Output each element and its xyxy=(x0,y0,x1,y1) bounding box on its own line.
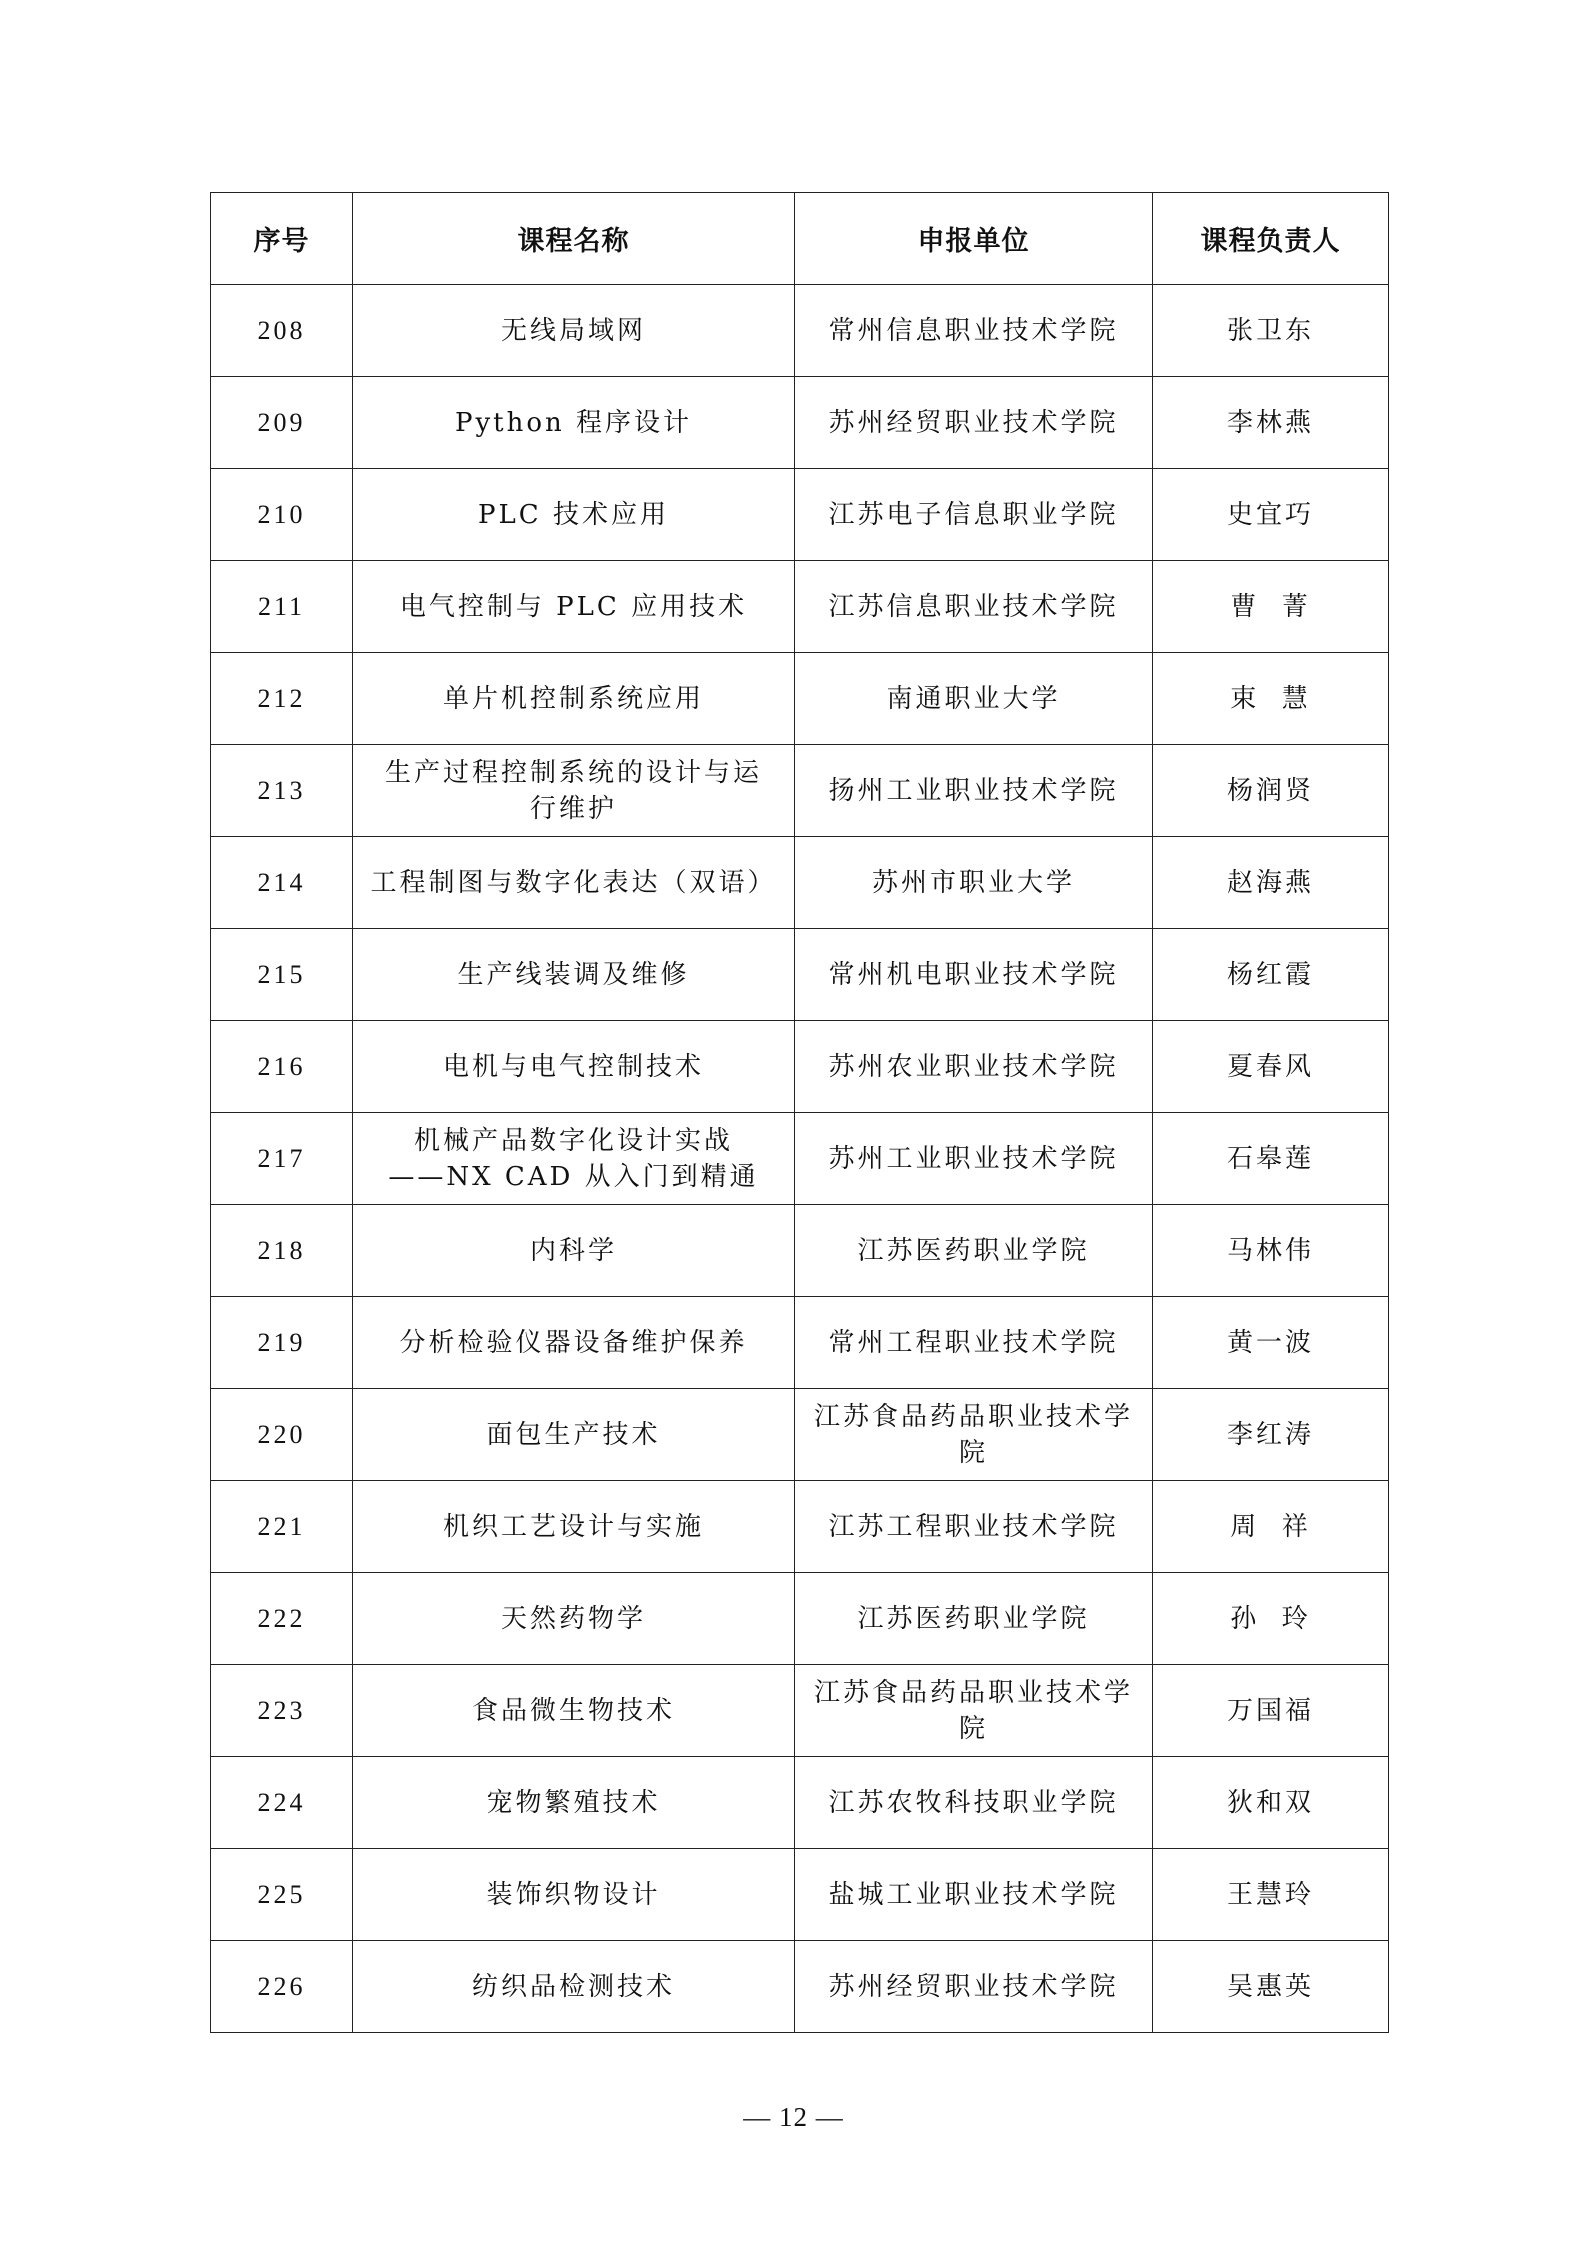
cell-seq: 223 xyxy=(211,1665,353,1757)
cell-course-leader: 马林伟 xyxy=(1153,1205,1389,1297)
cell-course-leader: 吴惠英 xyxy=(1153,1941,1389,2033)
cell-course-name: 工程制图与数字化表达（双语） xyxy=(353,837,795,929)
cell-seq: 222 xyxy=(211,1573,353,1665)
cell-seq: 216 xyxy=(211,1021,353,1113)
cell-organization: 江苏医药职业学院 xyxy=(795,1205,1153,1297)
cell-course-leader: 曹 菁 xyxy=(1153,561,1389,653)
cell-organization: 江苏食品药品职业技术学 院 xyxy=(795,1665,1153,1757)
cell-seq: 219 xyxy=(211,1297,353,1389)
course-table-container xyxy=(210,192,1388,2033)
cell-course-name: 内科学 xyxy=(353,1205,795,1297)
cell-course-name: 单片机控制系统应用 xyxy=(353,653,795,745)
table-row xyxy=(211,469,1389,561)
cell-organization: 苏州经贸职业技术学院 xyxy=(795,1941,1153,2033)
table-body xyxy=(211,285,1389,2033)
cell-course-leader: 张卫东 xyxy=(1153,285,1389,377)
cell-course-leader: 束 慧 xyxy=(1153,653,1389,745)
cell-course-leader: 史宜巧 xyxy=(1153,469,1389,561)
header-seq: 序号 xyxy=(211,193,353,285)
header-course-leader: 课程负责人 xyxy=(1153,193,1389,285)
cell-seq: 221 xyxy=(211,1481,353,1573)
cell-seq: 218 xyxy=(211,1205,353,1297)
table-row xyxy=(211,561,1389,653)
cell-organization: 常州工程职业技术学院 xyxy=(795,1297,1153,1389)
cell-organization: 常州机电职业技术学院 xyxy=(795,929,1153,1021)
table-row xyxy=(211,653,1389,745)
page-number: — 12 — xyxy=(743,2102,844,2132)
cell-course-name: 食品微生物技术 xyxy=(353,1665,795,1757)
cell-organization: 南通职业大学 xyxy=(795,653,1153,745)
cell-organization: 江苏医药职业学院 xyxy=(795,1573,1153,1665)
cell-course-leader: 李林燕 xyxy=(1153,377,1389,469)
table-row xyxy=(211,285,1389,377)
cell-organization: 扬州工业职业技术学院 xyxy=(795,745,1153,837)
cell-course-name: 宠物繁殖技术 xyxy=(353,1757,795,1849)
cell-course-name: 电机与电气控制技术 xyxy=(353,1021,795,1113)
cell-organization: 常州信息职业技术学院 xyxy=(795,285,1153,377)
table-row xyxy=(211,1849,1389,1941)
cell-seq: 208 xyxy=(211,285,353,377)
cell-course-name: 纺织品检测技术 xyxy=(353,1941,795,2033)
table-row xyxy=(211,1665,1389,1757)
table-row xyxy=(211,929,1389,1021)
cell-seq: 215 xyxy=(211,929,353,1021)
table-row xyxy=(211,837,1389,929)
cell-organization: 苏州经贸职业技术学院 xyxy=(795,377,1153,469)
cell-course-name: PLC 技术应用 xyxy=(353,469,795,561)
cell-organization: 苏州市职业大学 xyxy=(795,837,1153,929)
cell-course-name: 分析检验仪器设备维护保养 xyxy=(353,1297,795,1389)
cell-seq: 209 xyxy=(211,377,353,469)
table-row xyxy=(211,1021,1389,1113)
cell-organization: 江苏农牧科技职业学院 xyxy=(795,1757,1153,1849)
cell-organization: 江苏食品药品职业技术学 院 xyxy=(795,1389,1153,1481)
table-row xyxy=(211,377,1389,469)
table-header-row xyxy=(211,193,1389,285)
cell-seq: 226 xyxy=(211,1941,353,2033)
table-row xyxy=(211,1573,1389,1665)
cell-course-leader: 孙 玲 xyxy=(1153,1573,1389,1665)
table-row xyxy=(211,745,1389,837)
cell-organization: 苏州农业职业技术学院 xyxy=(795,1021,1153,1113)
cell-seq: 214 xyxy=(211,837,353,929)
cell-seq: 217 xyxy=(211,1113,353,1205)
cell-course-leader: 李红涛 xyxy=(1153,1389,1389,1481)
header-course-name: 课程名称 xyxy=(353,193,795,285)
cell-course-leader: 黄一波 xyxy=(1153,1297,1389,1389)
cell-organization: 苏州工业职业技术学院 xyxy=(795,1113,1153,1205)
cell-course-leader: 赵海燕 xyxy=(1153,837,1389,929)
cell-course-name: 生产过程控制系统的设计与运 行维护 xyxy=(353,745,795,837)
table-row xyxy=(211,1481,1389,1573)
table-row xyxy=(211,1389,1389,1481)
header-organization: 申报单位 xyxy=(795,193,1153,285)
table-row xyxy=(211,1941,1389,2033)
cell-seq: 212 xyxy=(211,653,353,745)
table-row xyxy=(211,1297,1389,1389)
cell-organization: 江苏工程职业技术学院 xyxy=(795,1481,1153,1573)
cell-seq: 211 xyxy=(211,561,353,653)
table-row xyxy=(211,1205,1389,1297)
cell-course-leader: 万国福 xyxy=(1153,1665,1389,1757)
cell-course-name: 机械产品数字化设计实战 ——NX CAD 从入门到精通 xyxy=(353,1113,795,1205)
course-table xyxy=(210,192,1389,2033)
cell-course-leader: 夏春风 xyxy=(1153,1021,1389,1113)
cell-organization: 江苏电子信息职业学院 xyxy=(795,469,1153,561)
cell-course-name: 面包生产技术 xyxy=(353,1389,795,1481)
cell-organization: 盐城工业职业技术学院 xyxy=(795,1849,1153,1941)
cell-seq: 210 xyxy=(211,469,353,561)
cell-organization: 江苏信息职业技术学院 xyxy=(795,561,1153,653)
cell-course-leader: 狄和双 xyxy=(1153,1757,1389,1849)
cell-seq: 225 xyxy=(211,1849,353,1941)
cell-course-leader: 周 祥 xyxy=(1153,1481,1389,1573)
cell-course-name: 装饰织物设计 xyxy=(353,1849,795,1941)
cell-course-leader: 杨红霞 xyxy=(1153,929,1389,1021)
cell-course-name: 生产线装调及维修 xyxy=(353,929,795,1021)
cell-seq: 213 xyxy=(211,745,353,837)
cell-course-leader: 杨润贤 xyxy=(1153,745,1389,837)
cell-course-name: Python 程序设计 xyxy=(353,377,795,469)
cell-course-leader: 王慧玲 xyxy=(1153,1849,1389,1941)
cell-course-leader: 石皋莲 xyxy=(1153,1113,1389,1205)
cell-course-name: 无线局域网 xyxy=(353,285,795,377)
table-row xyxy=(211,1113,1389,1205)
cell-course-name: 天然药物学 xyxy=(353,1573,795,1665)
cell-course-name: 机织工艺设计与实施 xyxy=(353,1481,795,1573)
table-row xyxy=(211,1757,1389,1849)
cell-seq: 220 xyxy=(211,1389,353,1481)
cell-course-name: 电气控制与 PLC 应用技术 xyxy=(353,561,795,653)
cell-seq: 224 xyxy=(211,1757,353,1849)
